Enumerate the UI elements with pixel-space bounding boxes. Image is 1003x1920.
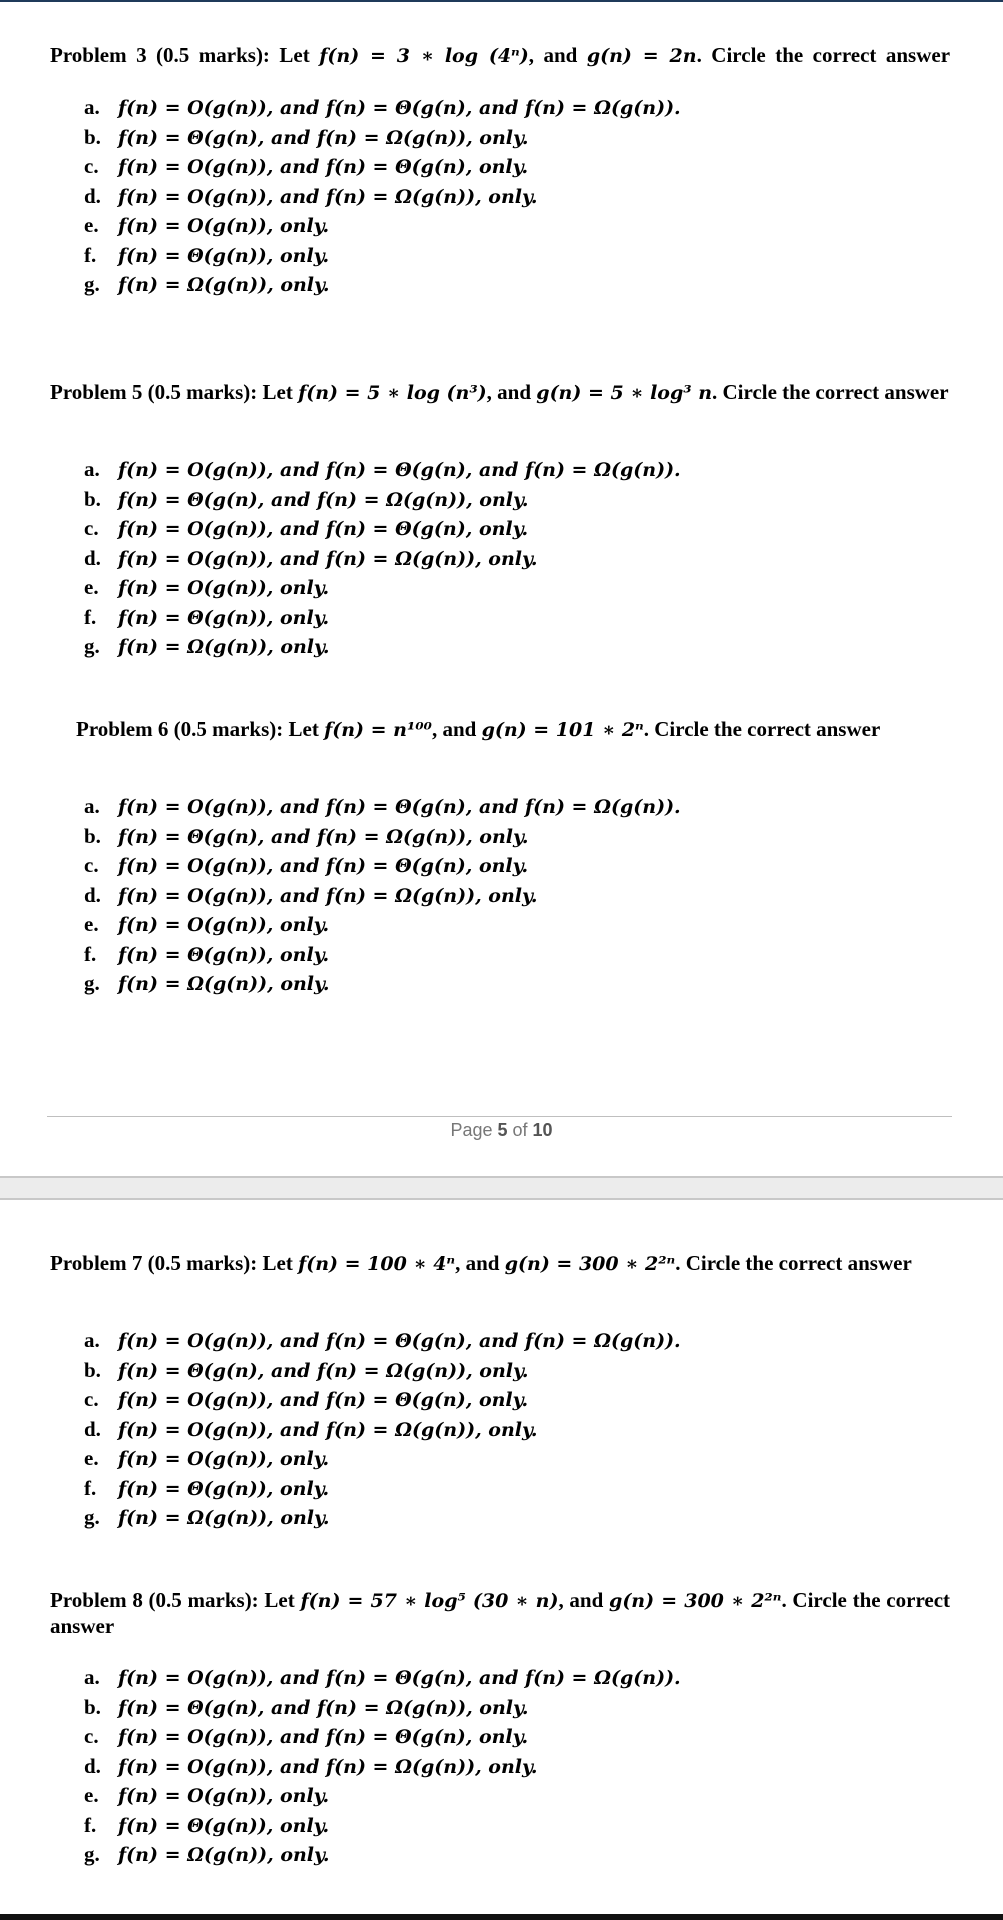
option-text: f(n) = O(g(n)), only.	[118, 215, 330, 237]
option-text: f(n) = Θ(g(n), and f(n) = Ω(g(n)), only.	[118, 825, 529, 848]
p6-f-expression: f(n) = n¹⁰⁰	[324, 719, 432, 741]
p8-option-c	[84, 1722, 681, 1752]
p6-option-f	[84, 940, 681, 970]
option-text: f(n) = Θ(g(n), and f(n) = Ω(g(n)), only.	[118, 488, 529, 511]
option-text: f(n) = Ω(g(n)), only.	[118, 274, 330, 296]
p8-option-b	[84, 1693, 681, 1723]
option-letter: b.	[84, 1357, 101, 1382]
problem-6-options	[84, 792, 681, 999]
p7-option-c	[84, 1385, 681, 1415]
page-label: Page	[450, 1120, 498, 1140]
problem-3	[50, 43, 951, 296]
p6-mid: , and	[431, 717, 482, 741]
option-text: f(n) = Θ(g(n), and f(n) = Ω(g(n)), only.	[118, 126, 529, 149]
p7-g-expression: g(n) = 300 ∗ 2²ⁿ	[504, 1253, 676, 1275]
option-text: f(n) = Θ(g(n), and f(n) = Ω(g(n)), only.	[118, 1696, 529, 1719]
p6-option-g	[84, 969, 681, 999]
p5-f-expression: f(n) = 5 ∗ log (n³)	[298, 382, 487, 404]
option-text: f(n) = O(g(n)), and f(n) = Θ(g(n), and f(n) = Ω(g(n)).	[118, 1667, 681, 1689]
page-number	[0, 1120, 1003, 1141]
p6-option-c	[84, 851, 681, 881]
p7-option-a	[84, 1326, 681, 1356]
problem-7	[50, 1251, 950, 1529]
option-text: f(n) = Θ(g(n)), only.	[118, 943, 330, 966]
p3-option-d	[84, 182, 681, 212]
p8-option-g	[84, 1840, 681, 1870]
option-letter: f.	[84, 941, 97, 966]
problem-6	[76, 717, 950, 995]
p3-option-c	[84, 152, 681, 182]
option-letter: e.	[84, 575, 99, 599]
option-text: f(n) = O(g(n)), and f(n) = Θ(g(n), only.	[118, 1726, 529, 1748]
p7-option-b	[84, 1356, 681, 1386]
option-text: f(n) = O(g(n)), and f(n) = Θ(g(n), and f(n) = Ω(g(n)).	[118, 97, 681, 119]
option-letter: c.	[84, 1724, 99, 1748]
option-letter: b.	[84, 124, 101, 149]
option-letter: g.	[84, 1842, 100, 1866]
option-letter: a.	[84, 457, 100, 481]
p3-g-expression: g(n) = 2n	[586, 45, 697, 67]
p8-option-a	[84, 1663, 681, 1693]
option-text: f(n) = O(g(n)), and f(n) = Θ(g(n), only.	[118, 855, 529, 877]
option-text: f(n) = O(g(n)), and f(n) = Ω(g(n)), only.	[118, 1418, 538, 1441]
p6-option-e	[84, 910, 681, 940]
option-text: f(n) = O(g(n)), and f(n) = Θ(g(n), only.	[118, 156, 529, 178]
window-bottom-border	[0, 1914, 1003, 1920]
problem-6-statement	[76, 717, 950, 743]
option-letter: c.	[84, 154, 99, 178]
total-pages: 10	[532, 1120, 553, 1140]
of-label: of	[507, 1120, 533, 1140]
problem-8-statement	[50, 1588, 950, 1639]
p3-tail: . Circle the correct answer	[696, 43, 951, 67]
option-letter: d.	[84, 1416, 101, 1441]
p3-f-expression: f(n) = 3 ∗ log (4ⁿ)	[319, 45, 529, 67]
option-text: f(n) = O(g(n)), and f(n) = Ω(g(n)), only.	[118, 1755, 538, 1778]
p3-option-f	[84, 241, 681, 271]
option-letter: d.	[84, 183, 101, 208]
p8-tail: . Circle the correct answer	[50, 1588, 951, 1638]
option-letter: c.	[84, 853, 99, 877]
option-letter: c.	[84, 1387, 99, 1411]
option-letter: e.	[84, 213, 99, 237]
option-text: f(n) = Θ(g(n)), only.	[118, 244, 330, 267]
problem-3-options	[84, 93, 681, 300]
p5-tail: . Circle the correct answer	[712, 380, 949, 404]
option-letter: f.	[84, 604, 97, 629]
p6-option-d	[84, 881, 681, 911]
option-letter: e.	[84, 1783, 99, 1807]
p5-option-e	[84, 573, 681, 603]
p8-lead: Problem 8 (0.5 marks): Let	[50, 1588, 301, 1612]
option-letter: a.	[84, 95, 100, 119]
option-letter: d.	[84, 882, 101, 907]
option-letter: b.	[84, 823, 101, 848]
option-text: f(n) = O(g(n)), only.	[118, 577, 330, 599]
p7-option-f	[84, 1474, 681, 1504]
option-text: f(n) = Θ(g(n), and f(n) = Ω(g(n)), only.	[118, 1359, 529, 1382]
p6-lead: Problem 6 (0.5 marks): Let	[76, 717, 325, 741]
p5-option-f	[84, 603, 681, 633]
option-text: f(n) = Ω(g(n)), only.	[118, 973, 330, 995]
option-text: f(n) = O(g(n)), and f(n) = Ω(g(n)), only.	[118, 547, 538, 570]
option-letter: f.	[84, 1812, 97, 1837]
page-separator	[0, 1176, 1003, 1200]
p5-lead: Problem 5 (0.5 marks): Let	[50, 380, 299, 404]
option-letter: e.	[84, 912, 99, 936]
option-letter: g.	[84, 1505, 100, 1529]
option-text: f(n) = O(g(n)), and f(n) = Ω(g(n)), only.	[118, 884, 538, 907]
p5-g-expression: g(n) = 5 ∗ log³ n	[536, 382, 713, 404]
option-text: f(n) = O(g(n)), only.	[118, 1448, 330, 1470]
p8-option-d	[84, 1752, 681, 1782]
p7-f-expression: f(n) = 100 ∗ 4ⁿ	[298, 1253, 456, 1275]
problem-7-statement	[50, 1251, 950, 1277]
p6-option-b	[84, 822, 681, 852]
current-page: 5	[497, 1120, 508, 1140]
option-text: f(n) = O(g(n)), and f(n) = Θ(g(n), and f(n) = Ω(g(n)).	[118, 1330, 681, 1352]
option-letter: g.	[84, 971, 100, 995]
option-letter: d.	[84, 1753, 101, 1778]
p5-option-d	[84, 544, 681, 574]
option-letter: f.	[84, 242, 97, 267]
option-text: f(n) = O(g(n)), only.	[118, 914, 330, 936]
document-page-5	[0, 2, 1003, 1176]
p6-option-a	[84, 792, 681, 822]
problem-5-statement	[50, 380, 950, 406]
option-text: f(n) = Ω(g(n)), only.	[118, 1844, 330, 1866]
p3-mid: , and	[528, 43, 587, 67]
p6-g-expression: g(n) = 101 ∗ 2ⁿ	[481, 719, 644, 741]
problem-8-options	[84, 1663, 681, 1870]
option-letter: e.	[84, 1446, 99, 1470]
p7-mid: , and	[455, 1251, 505, 1275]
p7-option-d	[84, 1415, 681, 1445]
option-text: f(n) = O(g(n)), and f(n) = Θ(g(n), and f(n) = Ω(g(n)).	[118, 796, 681, 818]
option-letter: a.	[84, 1328, 100, 1352]
p7-option-g	[84, 1503, 681, 1533]
option-letter: b.	[84, 1694, 101, 1719]
p5-option-a	[84, 455, 681, 485]
p6-tail: . Circle the correct answer	[643, 717, 881, 741]
p3-option-b	[84, 123, 681, 153]
option-text: f(n) = Ω(g(n)), only.	[118, 636, 330, 658]
p3-option-a	[84, 93, 681, 123]
option-text: f(n) = Ω(g(n)), only.	[118, 1507, 330, 1529]
page-footer-rule	[47, 1116, 952, 1117]
p8-g-expression: g(n) = 300 ∗ 2²ⁿ	[609, 1590, 782, 1612]
option-text: f(n) = Θ(g(n)), only.	[118, 606, 330, 629]
p7-option-e	[84, 1444, 681, 1474]
problem-5-options	[84, 455, 681, 662]
option-letter: f.	[84, 1475, 97, 1500]
p5-option-b	[84, 485, 681, 515]
option-letter: b.	[84, 486, 101, 511]
option-letter: g.	[84, 634, 100, 658]
p8-mid: , and	[558, 1588, 610, 1612]
option-text: f(n) = O(g(n)), and f(n) = Θ(g(n), and f(n) = Ω(g(n)).	[118, 459, 681, 481]
p3-lead: Problem 3 (0.5 marks): Let	[50, 43, 320, 67]
problem-7-options	[84, 1326, 681, 1533]
p8-f-expression: f(n) = 57 ∗ log⁵ (30 ∗ n)	[300, 1590, 559, 1612]
p7-lead: Problem 7 (0.5 marks): Let	[50, 1251, 299, 1275]
option-text: f(n) = O(g(n)), and f(n) = Ω(g(n)), only.	[118, 185, 538, 208]
problem-3-statement	[50, 43, 950, 69]
p5-option-c	[84, 514, 681, 544]
problem-8	[50, 1588, 951, 1866]
option-text: f(n) = Θ(g(n)), only.	[118, 1477, 330, 1500]
p3-option-g	[84, 270, 681, 300]
option-letter: c.	[84, 516, 99, 540]
p5-mid: , and	[486, 380, 537, 404]
option-text: f(n) = O(g(n)), and f(n) = Θ(g(n), only.	[118, 1389, 529, 1411]
option-letter: a.	[84, 1665, 100, 1689]
option-letter: a.	[84, 794, 100, 818]
problem-5	[50, 380, 950, 658]
option-text: f(n) = O(g(n)), and f(n) = Θ(g(n), only.	[118, 518, 529, 540]
p8-option-f	[84, 1811, 681, 1841]
p8-option-e	[84, 1781, 681, 1811]
p3-option-e	[84, 211, 681, 241]
p5-option-g	[84, 632, 681, 662]
option-text: f(n) = O(g(n)), only.	[118, 1785, 330, 1807]
p7-tail: . Circle the correct answer	[675, 1251, 912, 1275]
option-letter: d.	[84, 545, 101, 570]
document-page-6	[0, 1200, 1003, 1914]
option-text: f(n) = Θ(g(n)), only.	[118, 1814, 330, 1837]
option-letter: g.	[84, 272, 100, 296]
